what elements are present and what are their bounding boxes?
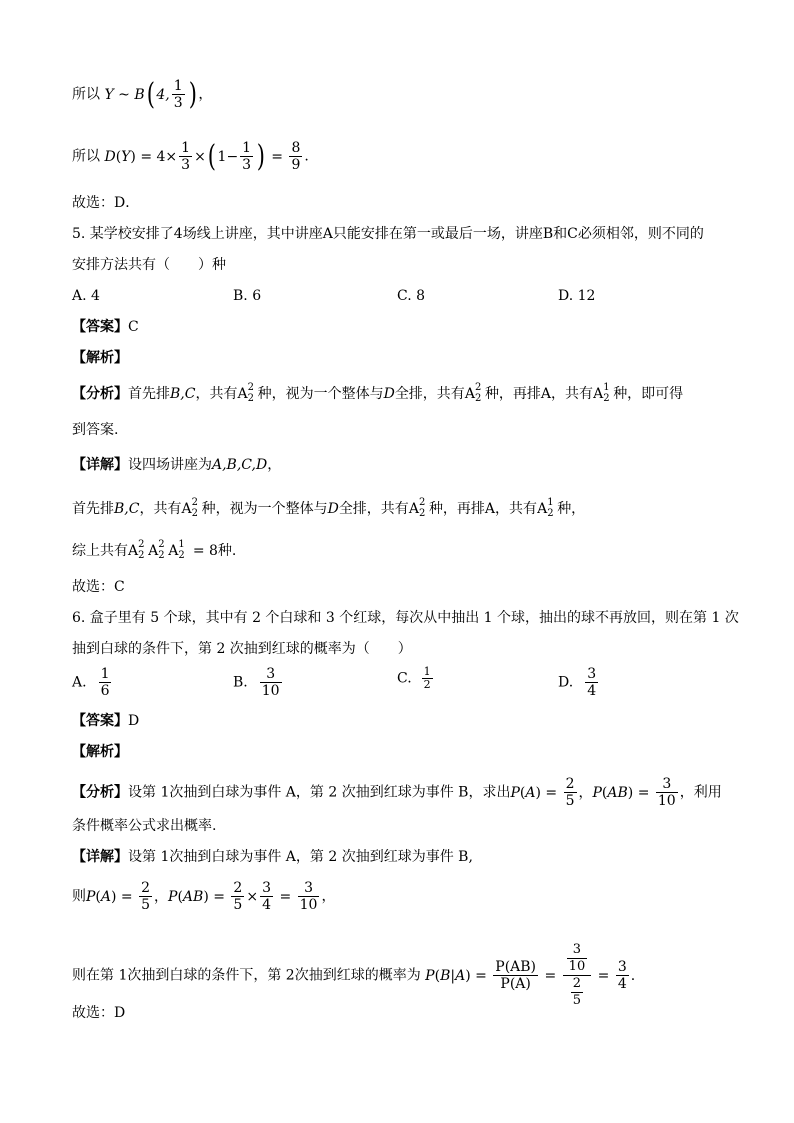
formula: A 2 2 [408,497,426,519]
text: 所以 [72,148,100,165]
text: 种， [557,501,586,517]
q5-option-b: B. 6 [233,288,262,304]
text: 综上共有 [72,543,128,559]
q6-text-2: 抽到白球的条件下，第 2 次抽到红球的概率为（ ） [72,641,412,657]
q6-xiangjie-1 [72,847,473,867]
text: ， [198,86,213,103]
q6-jiexi: 【解析】 [72,744,128,760]
answer-tag: 【答案】 [72,713,128,729]
line-variance [72,140,309,173]
text: 全排，共有 [338,501,409,517]
fenxi-tag: 【分析】 [72,386,128,402]
line-y-binomial [72,78,212,111]
q6-xiangjie-3 [72,942,635,1009]
q5-xuan: 故选：C [72,579,125,595]
answer-value: C [128,319,139,335]
text: 种，再排A，共有 [428,501,538,517]
answer-tag: 【答案】 [72,319,128,335]
q6-option-a [72,666,113,699]
formula-y-binomial: Y ~ B( 4, $\frac{1}{3}$ ) [104,76,197,112]
text: 种. [217,543,237,559]
text: ， [321,888,336,905]
formula: B,C [114,501,140,517]
formula: A 1 2 [593,382,610,404]
formula: $\frac{3}{4}$ [587,666,597,699]
q5-fenxi-1 [72,383,683,405]
q6-xiangjie-2 [72,880,335,913]
text: 设第 1次抽到白球为事件 A，第 2 次抽到红球为事件 B, [128,849,473,865]
q5-answer [72,317,139,337]
q5-xiangjie-2 [72,498,585,520]
q5-xiangjie-1 [72,455,281,475]
q6-xuan: 故选：D [72,1005,126,1021]
q5-text-1: 5. 某学校安排了4场线上讲座，其中讲座A只能安排在第一或最后一场，讲座B和C必须相邻，则不同的 [72,226,704,242]
text: 首先排 [72,501,114,517]
formula: $\frac{1}{6}$ [100,666,110,699]
text: ，共有 [139,501,182,517]
formula: D [327,501,339,517]
text: 首先排 [128,386,170,402]
formula: $\frac{3}{10}$ [261,666,280,699]
text: 所以 [72,86,100,103]
text: 则在第 1次抽到白球的条件下，第 2次抽到红球的概率为 [72,967,421,984]
text: 设第 1次抽到白球为事件 A，第 2 次抽到红球为事件 B，求出 [128,784,511,801]
xiangjie-tag: 【详解】 [72,849,128,865]
q6-option-c [397,666,435,691]
option-label: D. [558,674,574,691]
formula: $\frac{1}{2}$ [423,665,431,691]
formula: A 2 2 [237,382,254,404]
text: 设四场讲座为 [128,457,212,473]
text: 种，即可得 [613,386,684,402]
text: 种，再排A，共有 [484,386,594,402]
formula: A 2 2 A 2 2 A 1 2 = 8 [128,539,218,561]
text: ， [267,457,282,473]
answer-line: 故选：D． [72,195,140,211]
q6-text-1: 6. 盒子里有 5 个球，其中有 2 个白球和 3 个红球，每次从中抽出 1 个球，抽出的球不再放回，则在第 1 次 [72,610,739,626]
xiangjie-tag: 【详解】 [72,457,128,473]
formula-conditional: P(B|A) = $\frac{P(AB)}{P(A)}$ = $\frac{\frac{3}{10}}{\frac{2}{5}}$ = $\frac{3}{4}$ . [425,942,636,1008]
q6-answer [72,711,139,731]
q6-option-d [558,666,600,699]
text: . [304,148,309,165]
option-label: C. [397,670,412,687]
formula: A 2 2 [464,382,482,404]
formula: B,C [170,386,196,402]
q5-option-a: A. 4 [72,288,100,304]
q5-jiexi: 【解析】 [72,350,128,366]
answer-value: D [128,713,140,729]
q5-option-c: C. 8 [397,288,426,304]
formula: P(A) = $\frac{2}{5}$ ，P(AB) = $\frac{3}{10}$ [510,776,676,809]
text: 种，视为一个整体与 [201,501,328,517]
q5-xiangjie-3 [72,540,236,562]
option-label: A. [72,674,87,691]
text: 则 [72,888,86,905]
text: 全排，共有 [394,386,465,402]
q6-option-b [233,666,284,699]
formula: A 2 2 [181,497,198,519]
formula: A,B,C,D [212,457,268,473]
text: ，利用 [679,784,722,801]
q5-text-2: 安排方法共有（ ）种 [72,257,226,273]
formula: D [383,386,395,402]
text: ，共有 [195,386,238,402]
q6-fenxi-2: 条件概率公式求出概率. [72,818,217,834]
q5-fenxi-2: 到答案. [72,422,119,438]
formula: P(A) = $\frac{2}{5}$ ，P(AB) = $\frac{2}{5}$ × $\frac{3}{4}$ = $\frac{3}{10}$ [86,880,318,913]
option-label: B. [233,674,248,691]
q5-option-d: D. 12 [558,288,596,304]
formula: A 1 2 [537,497,554,519]
formula-variance: D(Y) = 4× $\frac{1}{3}$ ×( 1− $\frac{1}{3}$ ) = $\frac{8}{9}$ [104,138,301,174]
q6-fenxi-1 [72,776,722,809]
fenxi-tag: 【分析】 [72,784,128,801]
text: 种，视为一个整体与 [257,386,384,402]
